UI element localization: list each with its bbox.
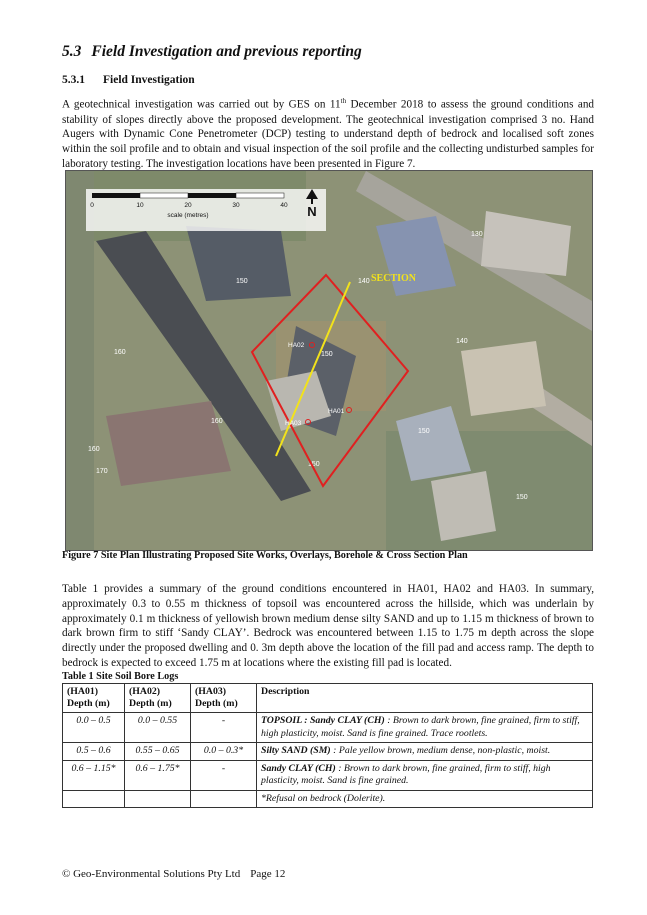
scale-bar-segment [188, 193, 236, 198]
table-row [63, 760, 593, 790]
house-roof [431, 471, 496, 541]
contour-label: 170 [96, 468, 108, 475]
table-row [63, 790, 593, 808]
column-header: (HA03) Depth (m) [191, 684, 257, 713]
north-label: N [307, 204, 317, 219]
table-header-row [63, 684, 593, 713]
date-ordinal: th [340, 97, 347, 105]
house-roof [461, 341, 546, 416]
ha01-depth [63, 790, 125, 808]
layer-description: Sandy CLAY (CH) : Brown to dark brown, fine grained, firm to stiff, high plasticity, moist. Sand is fine grained. [257, 760, 593, 790]
footer-copyright: © Geo-Environmental Solutions Pty Ltd [62, 868, 241, 880]
table-note: *Refusal on bedrock (Dolerite). [257, 790, 593, 808]
contour-label: 150 [418, 428, 430, 435]
subsection-heading [62, 74, 195, 86]
scale-tick-label: 30 [232, 202, 240, 209]
ha02-depth: 0.0 – 0.55 [125, 713, 191, 743]
figure-caption: Figure 7 Site Plan Illustrating Proposed Site Works, Overlays, Borehole & Cross Section Plan [62, 550, 468, 561]
layer-description: Silty SAND (SM) : Pale yellow brown, medium dense, non-plastic, moist. [257, 743, 593, 761]
subsection-title: Field Investigation [103, 74, 195, 86]
house-roof [106, 401, 231, 486]
contour-label: 150 [321, 351, 333, 358]
section-number: 5.3 [62, 43, 82, 60]
borehole-label: HA02 [288, 342, 305, 349]
contour-label: 150 [236, 278, 248, 285]
section-title: Field Investigation and previous reporting [91, 43, 362, 60]
scale-tick-label: 10 [136, 202, 144, 209]
ha02-depth: 0.6 – 1.75* [125, 760, 191, 790]
page-number: Page 12 [250, 868, 286, 880]
intro-paragraph [62, 94, 594, 172]
scale-label: scale (metres) [167, 212, 209, 219]
column-header: Description [257, 684, 593, 713]
contour-label: 160 [114, 349, 126, 356]
ha03-depth: - [191, 760, 257, 790]
ha03-depth: 0.0 – 0.3* [191, 743, 257, 761]
ha03-depth [191, 790, 257, 808]
soil-bore-log-table [62, 683, 593, 808]
table-caption: Table 1 Site Soil Bore Logs [62, 671, 179, 682]
table-row [63, 713, 593, 743]
summary-paragraph: Table 1 provides a summary of the ground conditions encountered in HA01, HA02 and HA03. In summary, approximately 0.3 to 0.55 m thickness of topsoil was encountered across the hillside, which was underlain by approximately 0.1 m thickness of yellowish brown medium dense silty SAND and up to 1.15 m thickness of brown to dark brown firm to stiff ‘Sandy CLAY’. Bedrock was encountered between 1.15 to 1.75 m depth across the slope directly under the proposed dwelling and 0. 3m depth above the location of the fill pad and access ramp. The depth to bedrock is expected to exceed 1.75 m at locations where the existing fill pad is located. [62, 583, 594, 669]
section-heading [62, 43, 362, 61]
contour-label: 160 [88, 446, 100, 453]
subsection-number: 5.3.1 [62, 74, 85, 86]
page-footer [62, 868, 285, 880]
scale-tick-label: 0 [90, 202, 94, 209]
contour-label: 150 [308, 461, 320, 468]
intro-text-end: December 2018 to assess the ground conditions and stability of slopes directly above the proposed development. The geotechnical investigation comprised 3 no. Hand Augers with Dynamic Cone Penetrometer (DCP) testing to understand depth of bedrock and localised soft zones within the soil profile and to obtain and visual inspection of the soil profile and the collecting undisturbed samples for laboratory testing. The investigation locations have been presented in Figure 7. [62, 98, 595, 170]
contour-label: 140 [358, 278, 370, 285]
contour-label: 130 [471, 231, 483, 238]
borehole-label: HA01 [328, 408, 345, 415]
ha02-depth [125, 790, 191, 808]
contour-label: 160 [211, 418, 223, 425]
borehole-label: HA03 [285, 420, 302, 427]
intro-text-start: A geotechnical investigation was carried out by GES on 11 [62, 98, 341, 111]
scale-tick-label: 40 [280, 202, 288, 209]
scale-bar-segment [236, 193, 284, 198]
ha01-depth: 0.0 – 0.5 [63, 713, 125, 743]
scale-bar-segment [140, 193, 188, 198]
contour-label: 150 [516, 494, 528, 501]
layer-description: TOPSOIL : Sandy CLAY (CH) : Brown to dark brown, fine grained, firm to stiff, high plasticity, moist. Sand is fine grained. Trace rootlets. [257, 713, 593, 743]
site-plan-figure [65, 170, 593, 551]
scale-tick-label: 20 [184, 202, 192, 209]
ha02-depth: 0.55 – 0.65 [125, 743, 191, 761]
section-label: SECTION [371, 273, 417, 284]
ha01-depth: 0.6 – 1.15* [63, 760, 125, 790]
ha01-depth: 0.5 – 0.6 [63, 743, 125, 761]
site-plan-map [66, 171, 592, 550]
ha03-depth: - [191, 713, 257, 743]
table-row [63, 743, 593, 761]
scale-bar-segment [92, 193, 140, 198]
column-header: (HA02) Depth (m) [125, 684, 191, 713]
column-header: (HA01) Depth (m) [63, 684, 125, 713]
contour-label: 140 [456, 338, 468, 345]
